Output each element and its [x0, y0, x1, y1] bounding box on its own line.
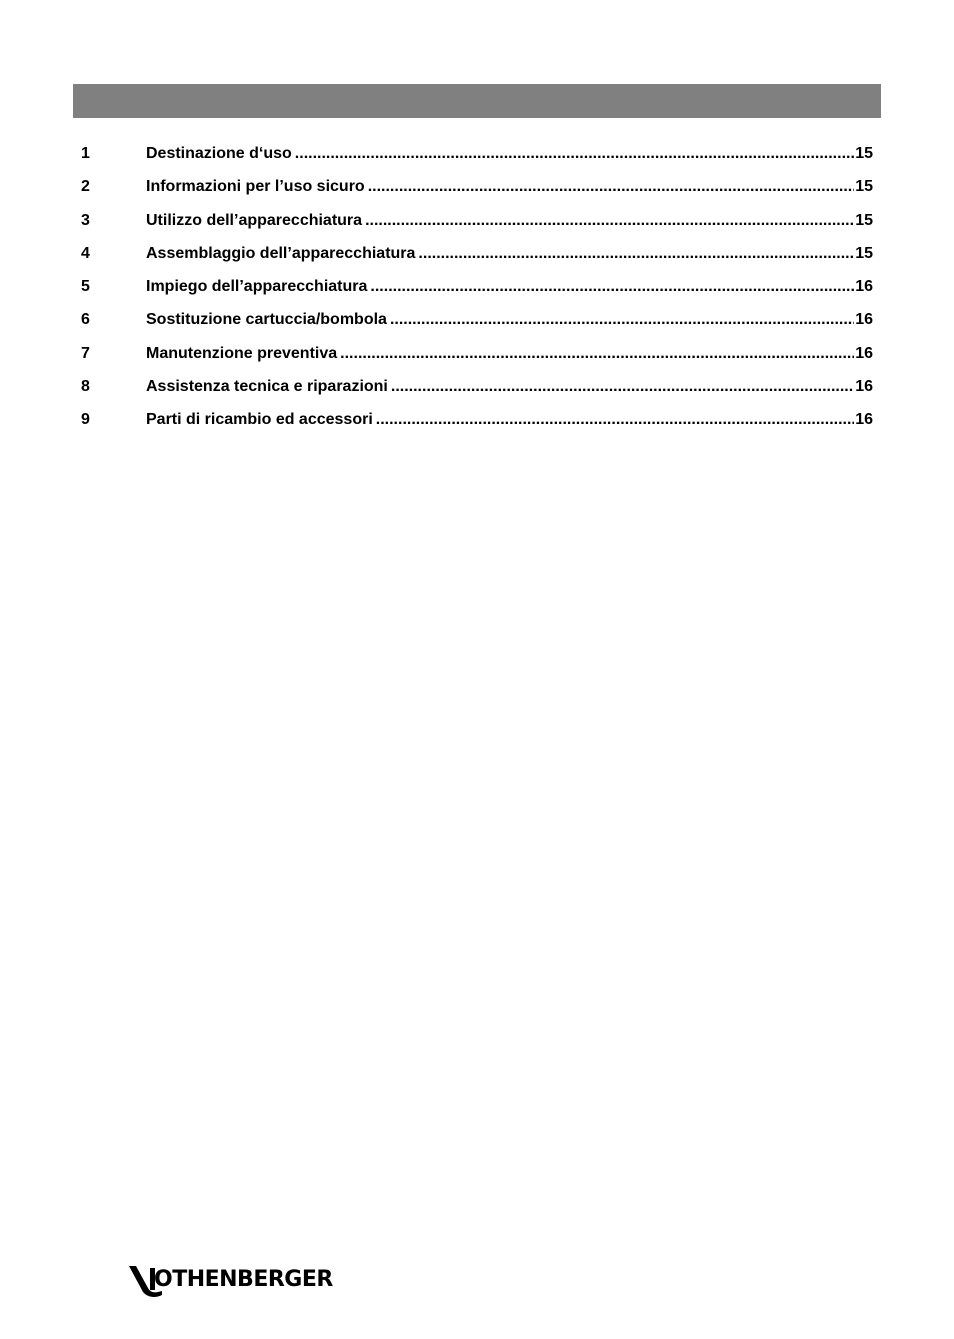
toc-entry-8[interactable]: [81, 376, 873, 409]
toc-leader-dots: [295, 143, 854, 165]
toc-leader-dots: [365, 210, 854, 232]
toc-leader-dots: [376, 409, 854, 431]
toc-entry-page: 15: [855, 211, 873, 229]
toc-entry-number: 4: [81, 244, 90, 262]
toc-entry-2[interactable]: [81, 176, 873, 209]
toc-entry-number: 3: [81, 211, 90, 229]
toc-entry-title: Manutenzione preventiva: [146, 344, 338, 362]
toc-entry-page: 16: [855, 278, 873, 296]
toc-entry-7[interactable]: [81, 343, 873, 376]
toc-entry-number: 7: [81, 344, 90, 362]
toc-entry-9[interactable]: [81, 409, 873, 442]
toc-leader-dots: [390, 309, 854, 331]
toc-entry-number: 5: [81, 278, 90, 296]
toc-entry-number: 1: [81, 145, 90, 162]
toc-entry-title: Parti di ricambio ed accessori: [146, 411, 373, 429]
toc-entry-page: 15: [855, 145, 873, 162]
toc-entry-page: 15: [855, 244, 873, 262]
toc-entry-title: Sostituzione cartuccia/bombola: [146, 311, 387, 329]
toc-entry-4[interactable]: [81, 243, 873, 276]
toc-entry-number: 2: [81, 178, 90, 196]
brand-name: OTHENBERGER: [154, 1267, 333, 1292]
toc-leader-dots: [391, 376, 854, 398]
toc-entry-title: Assemblaggio dell’apparecchiatura: [146, 244, 416, 262]
toc-entry-5[interactable]: [81, 276, 873, 309]
rothenberger-logo: [124, 1262, 333, 1298]
toc-leader-dots: [340, 343, 854, 365]
toc-entry-number: 6: [81, 311, 90, 329]
toc-leader-dots: [370, 276, 854, 298]
toc-entry-title: Assistenza tecnica e riparazioni: [146, 378, 388, 396]
toc-entry-number: 8: [81, 378, 90, 396]
toc-entry-6[interactable]: [81, 309, 873, 342]
toc-leader-dots: [368, 176, 855, 198]
toc-entry-title: Impiego dell’apparecchiatura: [146, 278, 368, 296]
toc-entry-1[interactable]: [81, 143, 873, 176]
toc-entry-number: 9: [81, 411, 90, 429]
toc-entry-3[interactable]: [81, 210, 873, 243]
toc-entry-page: 16: [855, 378, 873, 396]
toc-entry-title: Destinazione d‘uso: [146, 145, 292, 162]
toc-entry-page: 16: [855, 411, 873, 429]
toc-leader-dots: [418, 243, 854, 265]
toc-entry-page: 16: [855, 344, 873, 362]
table-of-contents: [81, 143, 873, 443]
toc-entry-title: Informazioni per l’uso sicuro: [146, 178, 365, 196]
header-bar: [73, 84, 881, 118]
toc-entry-page: 15: [855, 178, 873, 196]
toc-entry-title: Utilizzo dell’apparecchiatura: [146, 211, 363, 229]
toc-entry-page: 16: [855, 311, 873, 329]
